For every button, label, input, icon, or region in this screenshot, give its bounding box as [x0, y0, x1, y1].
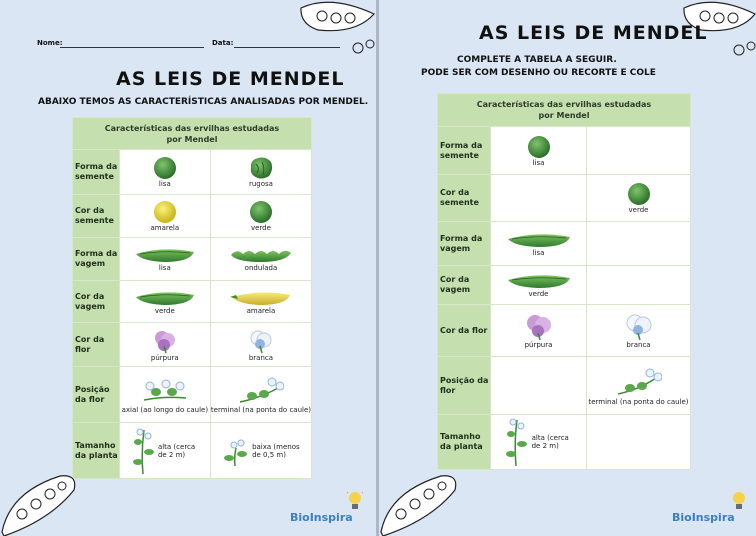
trait-caption: verde	[628, 206, 649, 214]
pea-pod-decoration-icon	[296, 0, 376, 60]
trait-caption: lisa	[158, 264, 171, 272]
trait-cell	[491, 127, 587, 175]
table-row	[73, 281, 312, 323]
worksheet-page-2	[379, 0, 756, 536]
row-label: Cor da semente	[438, 175, 491, 222]
trait-cell	[119, 367, 210, 423]
trait-cell	[119, 423, 210, 479]
wavy-pod-icon	[229, 246, 293, 264]
trait-caption: alta (cerca de 2 m)	[157, 442, 196, 459]
pea-pod-decoration-icon	[0, 462, 80, 536]
table-row	[438, 127, 691, 175]
trait-cell	[587, 357, 691, 415]
table-row	[438, 175, 691, 222]
trait-caption: branca	[248, 353, 274, 362]
trait-caption: terminal (na ponta do caule)	[588, 397, 689, 406]
brand-logo-text: BioInspira	[672, 511, 735, 524]
trait-cell	[491, 415, 587, 470]
row-label: Cor da semente	[73, 195, 120, 238]
trait-cell	[210, 195, 311, 238]
table-row	[73, 323, 312, 367]
answer-cell[interactable]	[587, 266, 691, 305]
trait-cell	[119, 238, 210, 281]
lightbulb-icon	[347, 490, 363, 512]
page-instruction-1: COMPLETE A TABELA A SEGUIR.	[457, 55, 617, 65]
tall-plant-icon	[503, 418, 529, 466]
trait-cell	[210, 323, 311, 367]
trait-cell	[210, 423, 311, 479]
trait-caption: verde	[250, 224, 271, 232]
lightbulb-icon	[731, 490, 747, 512]
white-flower-icon	[625, 313, 653, 341]
row-label: Cor da flor	[438, 305, 491, 357]
yellow-pod-icon	[230, 289, 292, 307]
row-label: Tamanho da planta	[73, 423, 120, 479]
table-header-line-1: Características das ervilhas estudadas	[104, 123, 280, 133]
table-header	[438, 94, 691, 127]
trait-cell	[491, 305, 587, 357]
trait-cell	[491, 222, 587, 266]
smooth-pea-icon	[527, 135, 551, 159]
row-label: Posição da flor	[73, 367, 120, 423]
yellow-pea-icon	[153, 200, 177, 224]
table-row	[73, 195, 312, 238]
trait-caption: branca	[626, 340, 651, 349]
answer-cell[interactable]	[587, 415, 691, 470]
date-line[interactable]	[234, 47, 340, 48]
pea-pod-decoration-icon	[379, 462, 463, 536]
smooth-pea-icon	[153, 156, 177, 180]
trait-caption: rugosa	[248, 180, 273, 188]
terminal-flower-plant-icon	[238, 376, 284, 406]
smooth-pea-icon	[627, 182, 651, 206]
trait-caption: amarela	[150, 224, 180, 232]
green-pod-icon	[506, 272, 572, 290]
worksheet-page-1	[0, 0, 376, 536]
trait-caption: verde	[154, 306, 175, 315]
table-header-line-1: Características das ervilhas estudadas	[476, 100, 652, 109]
trait-cell	[491, 266, 587, 305]
trait-caption: lisa	[158, 180, 171, 188]
brand-logo-text: BioInspira	[290, 511, 353, 524]
green-pod-icon	[506, 231, 572, 249]
trait-cell	[587, 305, 691, 357]
answer-cell[interactable]	[587, 127, 691, 175]
table-row	[438, 415, 691, 470]
table-row	[438, 266, 691, 305]
date-label: Data:	[212, 39, 234, 47]
table-row	[73, 423, 312, 479]
smooth-pea-icon	[249, 200, 273, 224]
axial-flower-plant-icon	[142, 376, 188, 406]
answer-cell[interactable]	[491, 175, 587, 222]
name-line[interactable]	[60, 47, 204, 48]
trait-caption: púrpura	[150, 353, 179, 362]
trait-cell	[119, 323, 210, 367]
row-label: Posição da flor	[438, 357, 491, 415]
table-header-line-2: por Mendel	[538, 111, 590, 120]
purple-flower-icon	[525, 313, 553, 341]
table-row	[438, 305, 691, 357]
trait-caption: axial (ao longo do caule)	[121, 405, 209, 414]
row-label: Forma da semente	[73, 150, 120, 195]
trait-caption: terminal (na ponta do caule)	[210, 405, 311, 414]
table-row	[438, 357, 691, 415]
trait-caption: alta (cerca de 2 m)	[531, 434, 569, 450]
terminal-flower-plant-icon	[616, 366, 662, 398]
mendel-traits-table	[437, 93, 691, 470]
page-title: AS LEIS DE MENDEL	[116, 68, 345, 90]
mendel-traits-table	[72, 117, 312, 479]
table-row	[73, 150, 312, 195]
answer-cell[interactable]	[491, 357, 587, 415]
trait-caption: lisa	[532, 158, 545, 167]
page-subtitle: ABAIXO TEMOS AS CARACTERÍSTICAS ANALISADAS POR MENDEL.	[38, 97, 369, 107]
trait-caption: amarela	[246, 306, 276, 315]
row-label: Forma da vagem	[73, 238, 120, 281]
row-label: Cor da vagem	[73, 281, 120, 323]
table-row	[73, 238, 312, 281]
trait-caption: baixa (menos de 0,5 m)	[252, 442, 300, 459]
trait-cell	[210, 238, 311, 281]
table-header-line-2: por Mendel	[166, 134, 218, 144]
table-header	[73, 118, 312, 150]
purple-flower-icon	[152, 328, 178, 354]
row-label: Forma da semente	[438, 127, 491, 175]
green-pod-icon	[134, 289, 196, 307]
row-label: Tamanho da planta	[438, 415, 491, 470]
trait-cell	[119, 195, 210, 238]
white-flower-icon	[248, 328, 274, 354]
short-plant-icon	[220, 436, 250, 466]
table-row	[73, 367, 312, 423]
row-label: Forma da vagem	[438, 222, 491, 266]
row-label: Cor da vagem	[438, 266, 491, 305]
trait-caption: lisa	[532, 248, 545, 257]
trait-cell	[210, 367, 311, 423]
green-pod-icon	[134, 246, 196, 264]
trait-caption: verde	[528, 290, 549, 298]
tall-plant-icon	[130, 428, 156, 474]
page-title: AS LEIS DE MENDEL	[479, 22, 708, 44]
wrinkled-pea-icon	[248, 156, 274, 180]
name-label: Nome:	[37, 39, 63, 47]
page-instruction-2: PODE SER COM DESENHO OU RECORTE E COLE	[421, 68, 656, 78]
answer-cell[interactable]	[587, 222, 691, 266]
trait-cell	[587, 175, 691, 222]
trait-cell	[210, 150, 311, 195]
trait-cell	[210, 281, 311, 323]
trait-cell	[119, 150, 210, 195]
trait-caption: púrpura	[524, 340, 553, 349]
row-label: Cor da flor	[73, 323, 120, 367]
trait-caption: ondulada	[244, 264, 278, 272]
table-row	[438, 222, 691, 266]
trait-cell	[119, 281, 210, 323]
